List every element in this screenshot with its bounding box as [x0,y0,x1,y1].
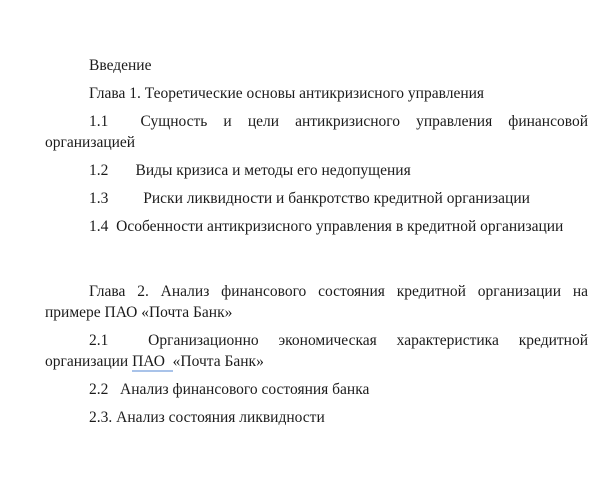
toc-line-1-1-wrap: организацией [45,134,136,151]
toc-line-chapter-1-heading: Глава 1. Теоретические основы антикризисного управления [89,85,485,102]
toc-line-2-1-wrap-suffix: «Почта Банк» [172,353,264,370]
toc-line-1-2: 1.2 Виды кризиса и методы его недопущения [89,162,411,179]
toc-line-1-4: 1.4 Особенности антикризисного управления в кредитной организации [89,218,564,235]
toc-line-chapter-2-heading-first: Глава 2. Анализ финансового состояния кредитной организации на [89,283,588,300]
toc-line-chapter-2-heading-wrap: примере ПАО «Почта Банк» [45,304,233,321]
toc-line-1-1-first: 1.1 Сущность и цели антикризисного управления финансовой [89,113,588,130]
paragraph-spacer [45,244,588,281]
toc-line-introduction: Введение [89,57,152,74]
toc-line-2-2: 2.2 Анализ финансового состояния банка [89,381,370,398]
toc-line-2-1-first: 2.1 Организационно экономическая характеристика кредитной [89,332,588,349]
toc-line-2-1-wrap-prefix: организации [45,353,133,370]
grammar-underlined-text: ПАО [132,353,173,370]
toc-line-2-3: 2.3. Анализ состояния ликвидности [89,409,325,426]
toc-line-1-3: 1.3 Риски ликвидности и банкротство кредитной организации [89,190,530,207]
toc-line-2-1-wrap [45,351,588,372]
